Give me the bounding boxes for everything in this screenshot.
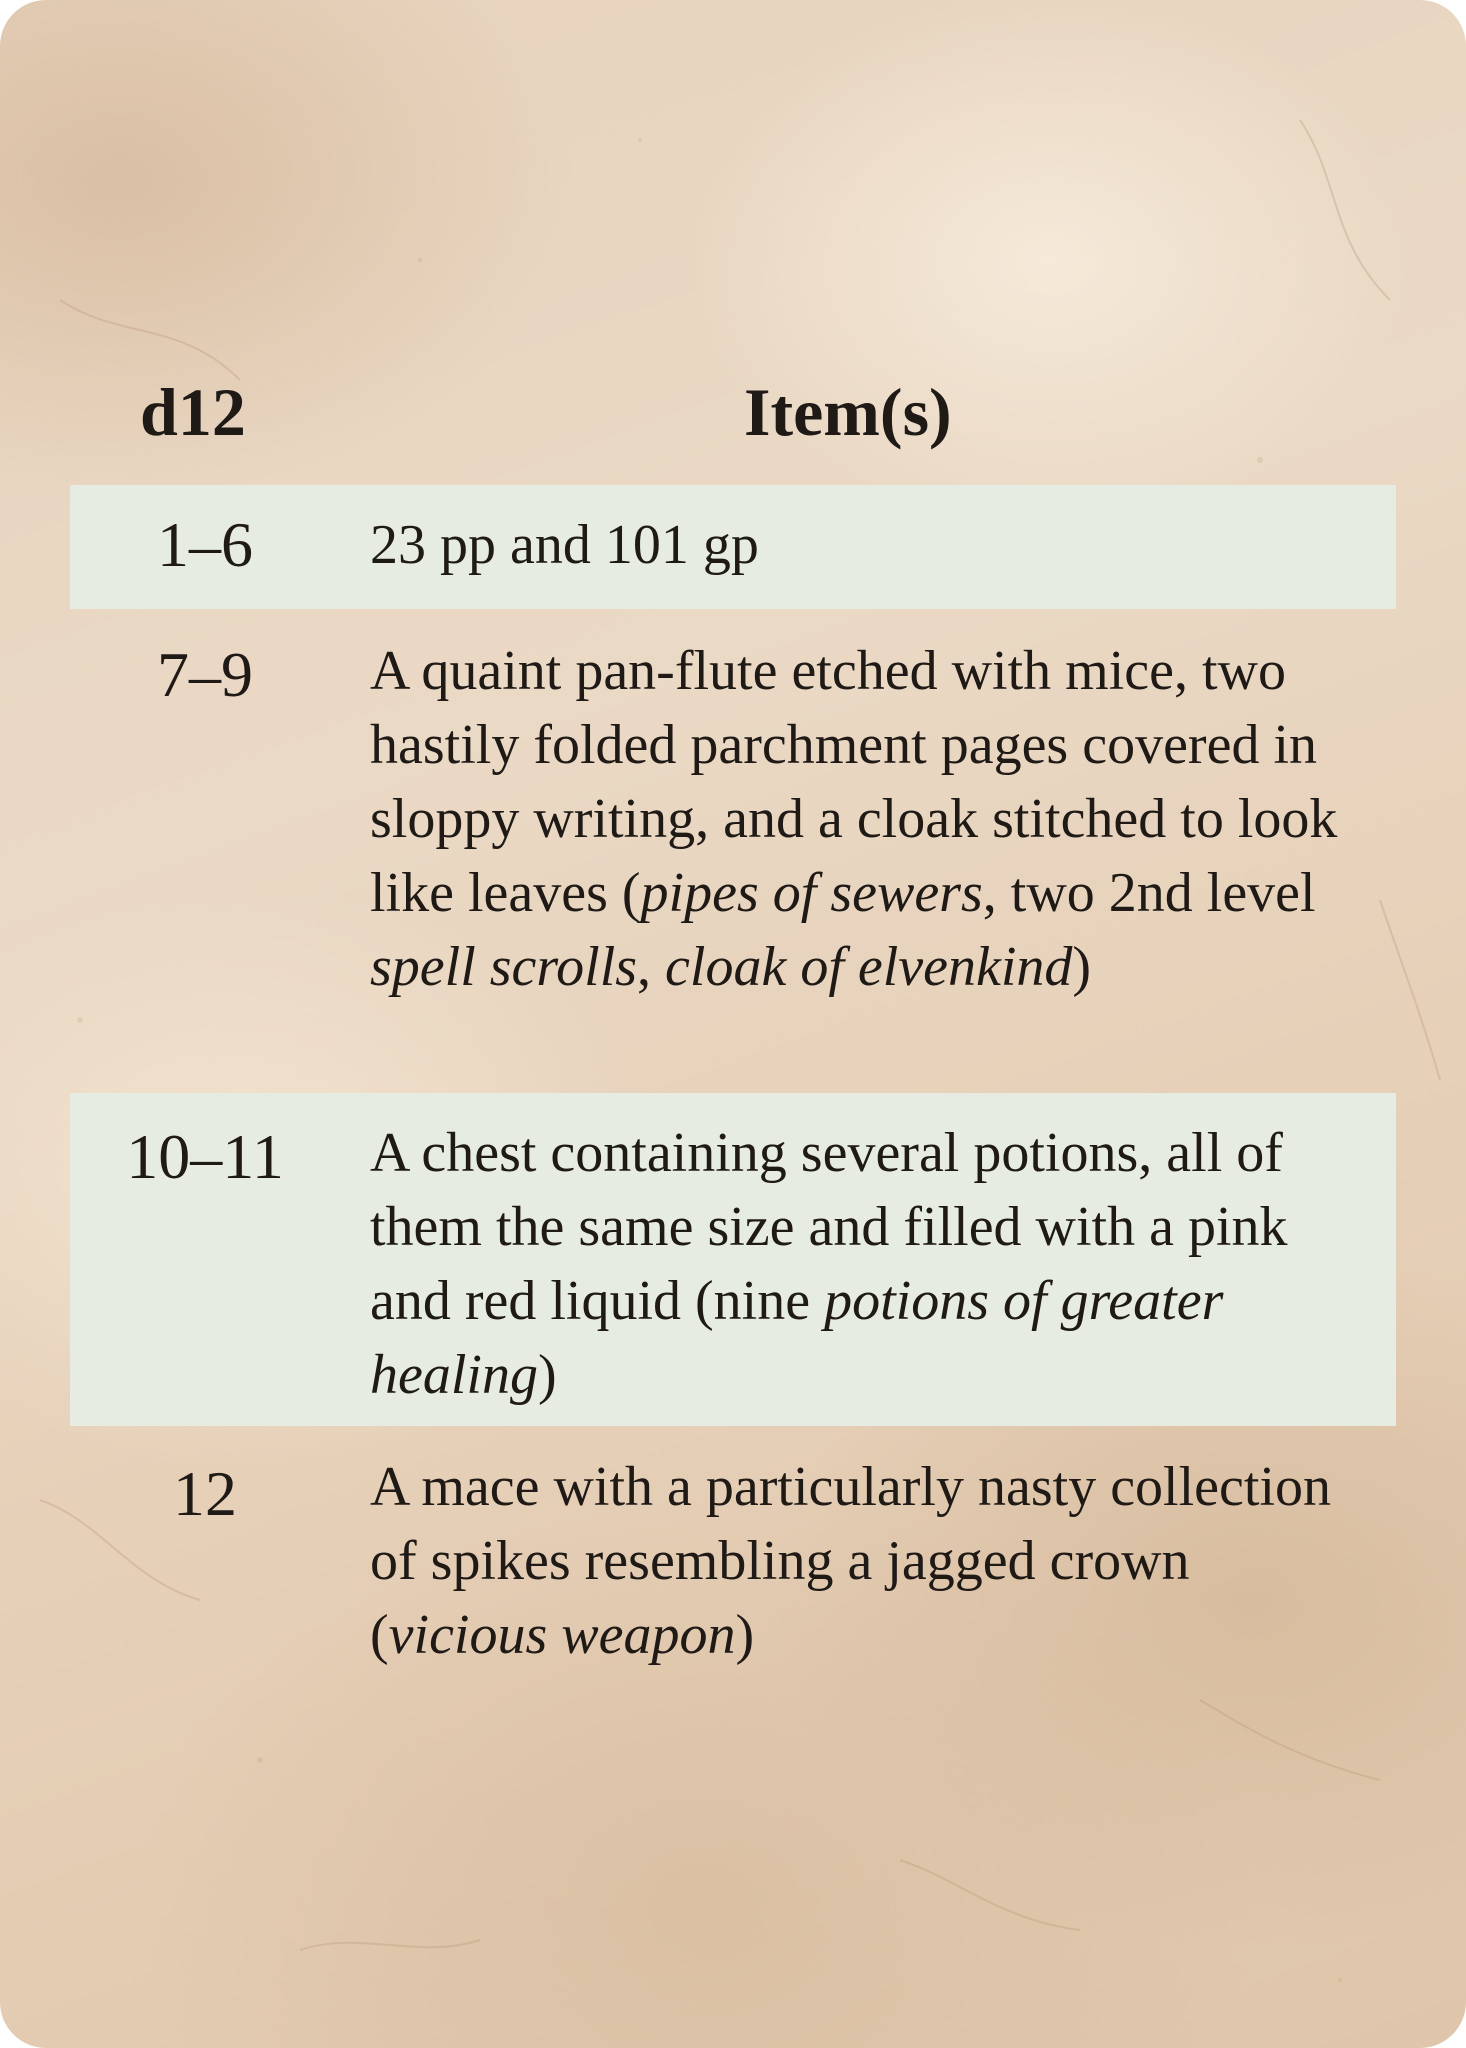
column-header-die: d12	[140, 374, 246, 450]
description-text: , two 2nd level	[982, 862, 1316, 924]
magic-item-name: spell scrolls	[370, 936, 638, 998]
magic-item-name: pipes of sewers	[640, 862, 983, 924]
roll-range: 1–6	[157, 509, 253, 580]
description-text: A chest containing several potions, all of them the same size and filled with a pink and red liquid (nine	[370, 1122, 1288, 1332]
description-text: A mace with a particularly nasty collection of spikes resembling a jagged crown (	[370, 1456, 1331, 1666]
roll-range: 12	[173, 1458, 237, 1529]
item-description	[370, 1450, 1380, 1672]
item-description	[370, 508, 1380, 582]
item-description	[370, 1116, 1380, 1412]
magic-item-name: vicious weapon	[388, 1604, 736, 1666]
magic-item-name: cloak of elvenkind	[665, 936, 1073, 998]
magic-item-name: potions of greater healing	[370, 1270, 1224, 1406]
description-text: 23 pp and 101 gp	[370, 514, 759, 576]
column-header-items: Item(s)	[744, 374, 952, 450]
description-text: )	[1072, 936, 1092, 998]
description-text: )	[735, 1604, 755, 1666]
description-text: A quaint pan-flute etched with mice, two hastily folded parchment pages covered in sloppy writing, and a cloak stitched to look like leaves (	[370, 640, 1338, 924]
roll-range: 10–11	[126, 1121, 284, 1192]
description-text: ,	[637, 936, 666, 998]
description-text: )	[537, 1344, 557, 1406]
item-description	[370, 634, 1380, 1004]
roll-range: 7–9	[157, 639, 253, 710]
